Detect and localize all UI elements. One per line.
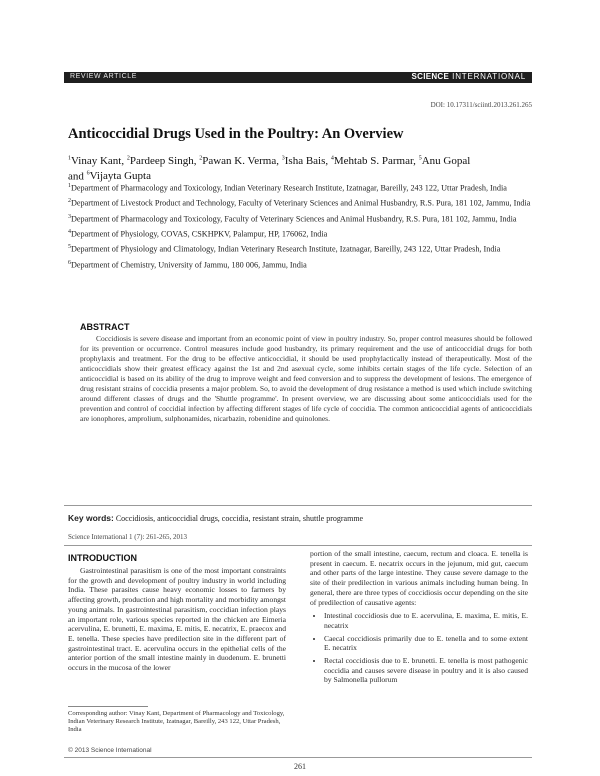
divider [64, 505, 532, 506]
body-paragraph: portion of the small intestine, caecum, rectum and cloaca. E. tenella is present in caecum. E. necatrix occurs in the jejunum, mid gut, caecum and other parts of the large intestine. They cause severe damage to the site of their predilection in various animals including human being. In general, there are three types of coccidiosis occur depending on the site of predilection of causative agents: [310, 549, 528, 607]
divider [64, 757, 532, 758]
list-item: • Intestinal coccidiosis due to E. acervulina, E. maxima, E. mitis, E. necatrix [324, 611, 528, 630]
keywords-text: Coccidiosis, anticoccidial drugs, coccidia, resistant strain, shuttle programme [113, 514, 364, 523]
introduction-heading: INTRODUCTION [68, 553, 137, 563]
coccidiosis-types-list [310, 611, 528, 685]
article-title: Anticoccidial Drugs Used in the Poultry: An Overview [68, 126, 404, 142]
abstract-text: Coccidiosis is severe disease and important from an economic point of view in poultry industry. So, proper control measures should be followed for its prevention or occurrence. Control measures include good husbandry, its primary requirement and the use of anticoccidial drugs for both prophylaxis and treatment. For the drug to be effective anticoccidial, it should be used prophylactically instead of therapeutically. Most of the anticoccidials show their greatest efficacy against the 1st and 2nd asexual cycle, some inhibits certain stages of the life cycle. Selection of an anticoccidial is based on its ability of the drug to improve weight and feed conversion and to suppress the development of lesions. The emergence of drug resistant strains of coccidia presents a major problem. So, to avoid the development of drug resistance a method is used which include switching around different classes of drugs and the 'Shuttle programme'. In present overview, we are discussing about some anticoccidials used for the prevention and control of coccidial infection by affecting different stages of life cycle of coccidia. The common anticoccidial agents of anticoccidials are ionophores, amprolium, sulphonamides, nicarbazin, robenidine and quinolones. [80, 334, 532, 423]
divider [64, 545, 532, 546]
copyright: © 2013 Science International [68, 747, 152, 754]
keywords-label: Key words: [68, 513, 114, 523]
affiliation: $^1$Department of Pharmacology and Toxicology, Indian Veterinary Research Institute, Izatnagar, Bareilly, 243 122, Uttar Pradesh, India [68, 183, 507, 193]
citation: Science International 1 (7): 261-265, 2013 [68, 533, 187, 541]
left-column [68, 553, 286, 673]
author: $^5$Anu Gopal [418, 154, 471, 167]
footnote-divider [68, 706, 148, 707]
affiliation: $^2$Department of Livestock Product and Technology, Faculty of Veterinary Sciences and Animal Husbandry, R.S. Pura, 181 102, Jammu, India [68, 198, 531, 209]
affiliations [68, 181, 538, 273]
introduction-paragraph: Gastrointestinal parasitism is one of the most important constraints for the growth and development of poultry industry in world including India. These parasites cause heavy economic losses to farmers by affecting growth, production and high mortality and morbidity amongst young animals. In gastrointestinal parasitism, coccidian infection plays an important role, various species reported in the chicken are Eimeria acervulina, E. brunetti, E. maxima, E. mitis, E. necatrix, E. praecox and E. tenella. These species have predilection site in the different part of gastrointestinal tract. E. acervulina occurs in the epithelial cells of the anterior portion of the small intestine mainly in duodenum. E. brunetti occurs in the mucosa of the lower [68, 566, 286, 673]
author: $^4$Mehtab S. Parmar, [330, 154, 419, 167]
author: $^2$Pardeep Singh, [126, 154, 200, 167]
author-list: $^1$Vinay Kant, $^2$Pardeep Singh, $^2$Pawan K. Verma, $^3$Isha Bais, $^4$Mehtab S. Parmar, $^5$Anu Gopal and $^6$Vijayta Gupta [68, 154, 471, 183]
affiliation: $^3$Department of Pharmacology and Toxicology, Faculty of Veterinary Sciences and Animal Husbandry, R.S. Pura, 181 102, Jammu, India [68, 213, 517, 224]
keywords [68, 513, 532, 523]
author: $^6$Vijayta Gupta [86, 170, 151, 183]
abstract-heading: ABSTRACT [80, 322, 130, 332]
author: $^2$Pawan K. Verma, [199, 154, 282, 167]
section-label: REVIEW ARTICLE [70, 73, 138, 80]
journal-name: SCIENCE INTERNATIONAL [411, 72, 526, 81]
affiliation: $^5$Department of Physiology and Climatology, Indian Veterinary Research Institute, Izatnagar, Bareilly, 243 122, Uttar Pradesh, India [68, 244, 501, 255]
page-number: 261 [294, 762, 306, 771]
affiliation: $^6$Department of Chemistry, University of Jammu, 180 006, Jammu, India [68, 259, 307, 270]
doi[interactable]: DOI: 10.17311/sciintl.2013.261.265 [430, 101, 532, 109]
author: $^1$Vinay Kant, [68, 154, 127, 167]
author: $^3$Isha Bais, [281, 154, 331, 167]
list-item: • Caecal coccidiosis primarily due to E. tenella and to some extent E. necatrix [324, 634, 528, 653]
list-item: • Rectal coccidiosis due to E. brunetti. E. tenella is most pathogenic coccidia and causes severe disease in poultry and it is also caused by Salmonella pullorum [324, 656, 528, 685]
right-column [310, 549, 528, 688]
corresponding-author-note: Corresponding author: Vinay Kant, Department of Pharmacology and Toxicology, Indian Veterinary Research Institute, Izatnagar, Bareilly, 243 122, Uttar Pradesh, India [68, 710, 285, 734]
affiliation: $^4$Department of Physiology, COVAS, CSKHPKV, Palampur, HP, 176062, India [68, 228, 328, 239]
journal-header-bar [64, 72, 532, 83]
